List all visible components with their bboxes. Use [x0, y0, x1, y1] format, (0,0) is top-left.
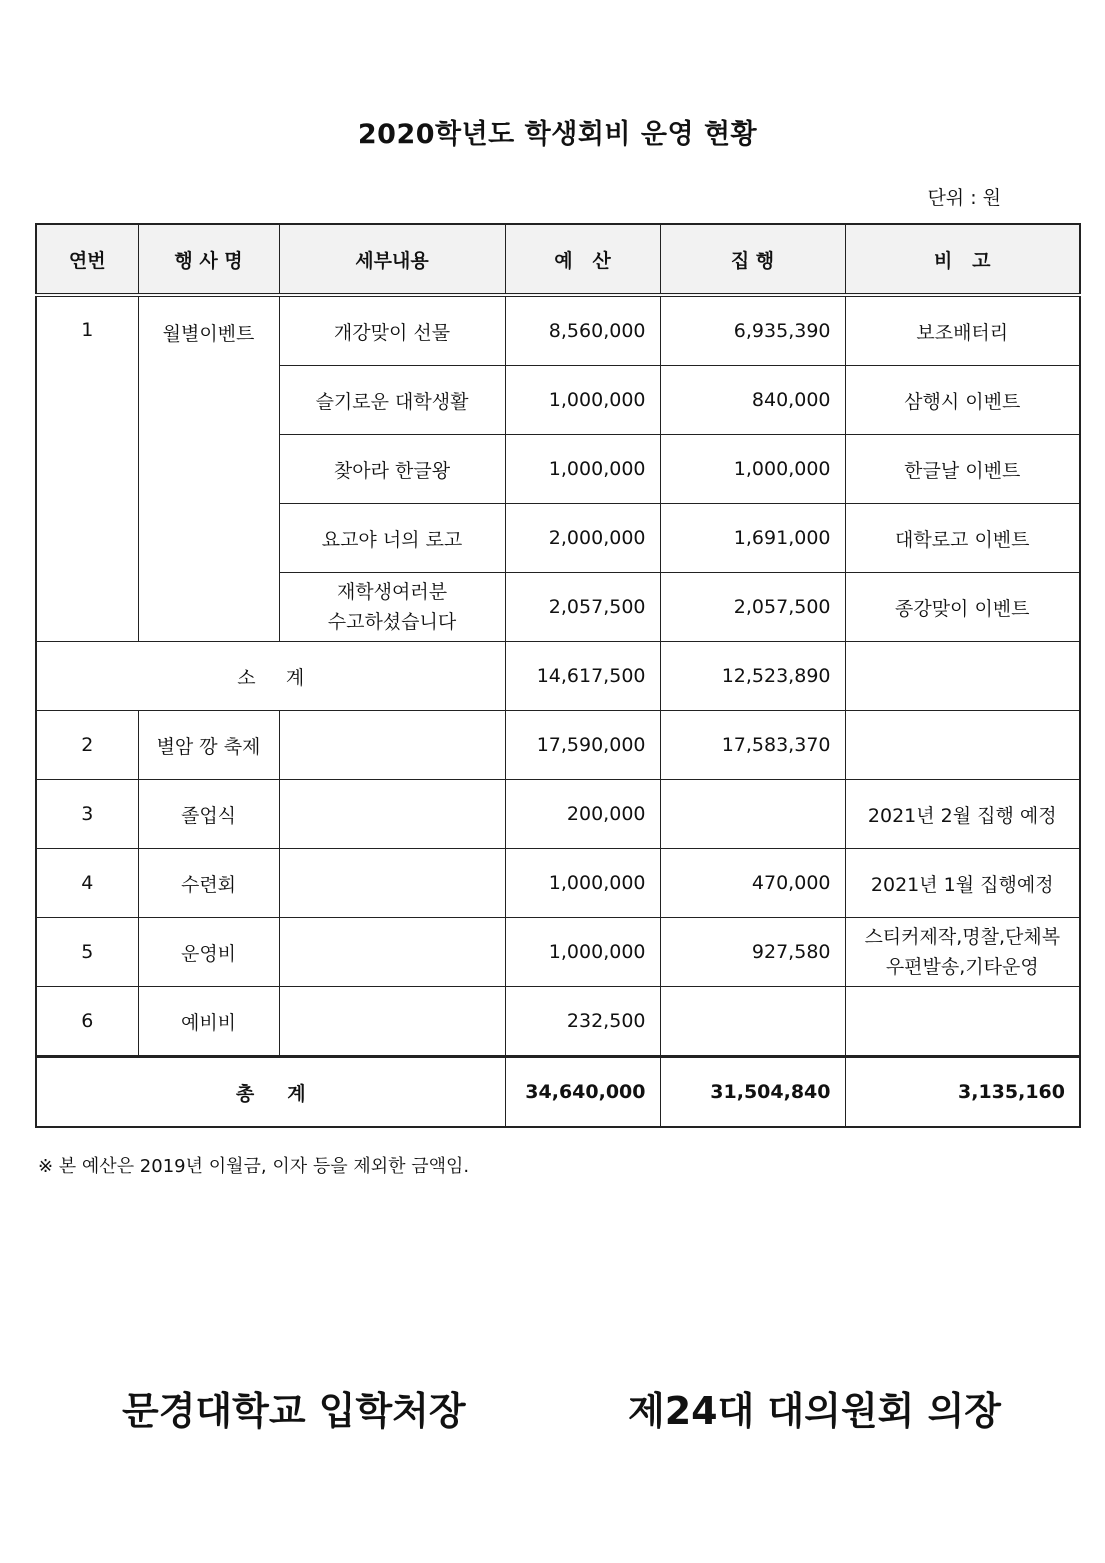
- total-spent: 31,504,840: [660, 1057, 845, 1128]
- row-detail: 요고야 너의 로고: [279, 504, 505, 573]
- budget-table: [35, 223, 1081, 1128]
- signature-right: 제24대 대의원회 의장: [628, 1389, 1002, 1433]
- row-note: 삼행시 이벤트: [845, 366, 1080, 435]
- signature-left: 문경대학교 입학처장: [122, 1389, 466, 1433]
- row-note: 보조배터리: [845, 295, 1080, 366]
- total-budget: 34,640,000: [505, 1057, 660, 1128]
- row-note: [845, 918, 1080, 987]
- row-spent: [660, 987, 845, 1057]
- row-note: 2021년 2월 집행 예정: [845, 780, 1080, 849]
- row-event: 운영비: [138, 918, 279, 987]
- subtotal-label: 소 계: [36, 642, 505, 711]
- total-balance: 3,135,160: [845, 1057, 1080, 1128]
- table-row: [36, 711, 1080, 780]
- header-event: 행 사 명: [138, 224, 279, 295]
- row-spent: 6,935,390: [660, 295, 845, 366]
- subtotal-budget: 14,617,500: [505, 642, 660, 711]
- row-spent: 927,580: [660, 918, 845, 987]
- total-row: [36, 1057, 1080, 1128]
- header-detail: 세부내용: [279, 224, 505, 295]
- row-event: 졸업식: [138, 780, 279, 849]
- row-no: 6: [36, 987, 138, 1057]
- row-no: 2: [36, 711, 138, 780]
- row-budget: 200,000: [505, 780, 660, 849]
- document-title: 2020학년도 학생회비 운영 현황: [357, 119, 758, 150]
- row-detail-line1: 재학생여러분: [336, 581, 448, 603]
- row-no: 1: [36, 295, 138, 642]
- row-note: 종강맞이 이벤트: [845, 573, 1080, 642]
- row-note-line1: 스티커제작,명찰,단체복: [864, 926, 1061, 948]
- row-budget: 1,000,000: [505, 435, 660, 504]
- table-row: [36, 849, 1080, 918]
- header-spent: 집 행: [660, 224, 845, 295]
- unit-label: 단위 : 원: [927, 187, 1001, 209]
- table-row: [36, 987, 1080, 1057]
- row-spent: 470,000: [660, 849, 845, 918]
- row-budget: 8,560,000: [505, 295, 660, 366]
- row-budget: 2,000,000: [505, 504, 660, 573]
- table-row: [36, 918, 1080, 987]
- subtotal-spent: 12,523,890: [660, 642, 845, 711]
- row-note: 2021년 1월 집행예정: [845, 849, 1080, 918]
- row-spent: 1,691,000: [660, 504, 845, 573]
- row-note: 한글날 이벤트: [845, 435, 1080, 504]
- row-budget: 17,590,000: [505, 711, 660, 780]
- row-detail: 찾아라 한글왕: [279, 435, 505, 504]
- row-detail: [279, 918, 505, 987]
- row-note: 대학로고 이벤트: [845, 504, 1080, 573]
- row-spent: [660, 780, 845, 849]
- row-budget: 1,000,000: [505, 918, 660, 987]
- row-spent: 1,000,000: [660, 435, 845, 504]
- table-row: [36, 295, 1080, 366]
- table-row: [36, 780, 1080, 849]
- row-budget: 232,500: [505, 987, 660, 1057]
- row-no: 3: [36, 780, 138, 849]
- row-detail: 슬기로운 대학생활: [279, 366, 505, 435]
- row-no: 5: [36, 918, 138, 987]
- table-header-row: [36, 224, 1080, 295]
- row-event: 예비비: [138, 987, 279, 1057]
- row-event: 별암 깡 축제: [138, 711, 279, 780]
- row-detail: 개강맞이 선물: [279, 295, 505, 366]
- row-detail: [279, 780, 505, 849]
- total-label: 총 계: [36, 1057, 505, 1128]
- row-event: 월별이벤트: [138, 295, 279, 642]
- row-detail: [279, 711, 505, 780]
- row-no: 4: [36, 849, 138, 918]
- row-note: [845, 987, 1080, 1057]
- header-no: 연번: [36, 224, 138, 295]
- row-event: 수련회: [138, 849, 279, 918]
- subtotal-row: [36, 642, 1080, 711]
- subtotal-note: [845, 642, 1080, 711]
- row-detail-line2: 수고하셨습니다: [327, 611, 457, 633]
- row-budget: 1,000,000: [505, 849, 660, 918]
- row-budget: 1,000,000: [505, 366, 660, 435]
- row-detail: [279, 573, 505, 642]
- row-spent: 840,000: [660, 366, 845, 435]
- row-detail: [279, 987, 505, 1057]
- row-spent: 17,583,370: [660, 711, 845, 780]
- row-budget: 2,057,500: [505, 573, 660, 642]
- header-budget: 예 산: [505, 224, 660, 295]
- row-note: [845, 711, 1080, 780]
- header-note: 비 고: [845, 224, 1080, 295]
- footnote: ※ 본 예산은 2019년 이월금, 이자 등을 제외한 금액임.: [38, 1156, 470, 1177]
- row-detail: [279, 849, 505, 918]
- row-spent: 2,057,500: [660, 573, 845, 642]
- row-note-line2: 우편발송,기타운영: [885, 956, 1039, 978]
